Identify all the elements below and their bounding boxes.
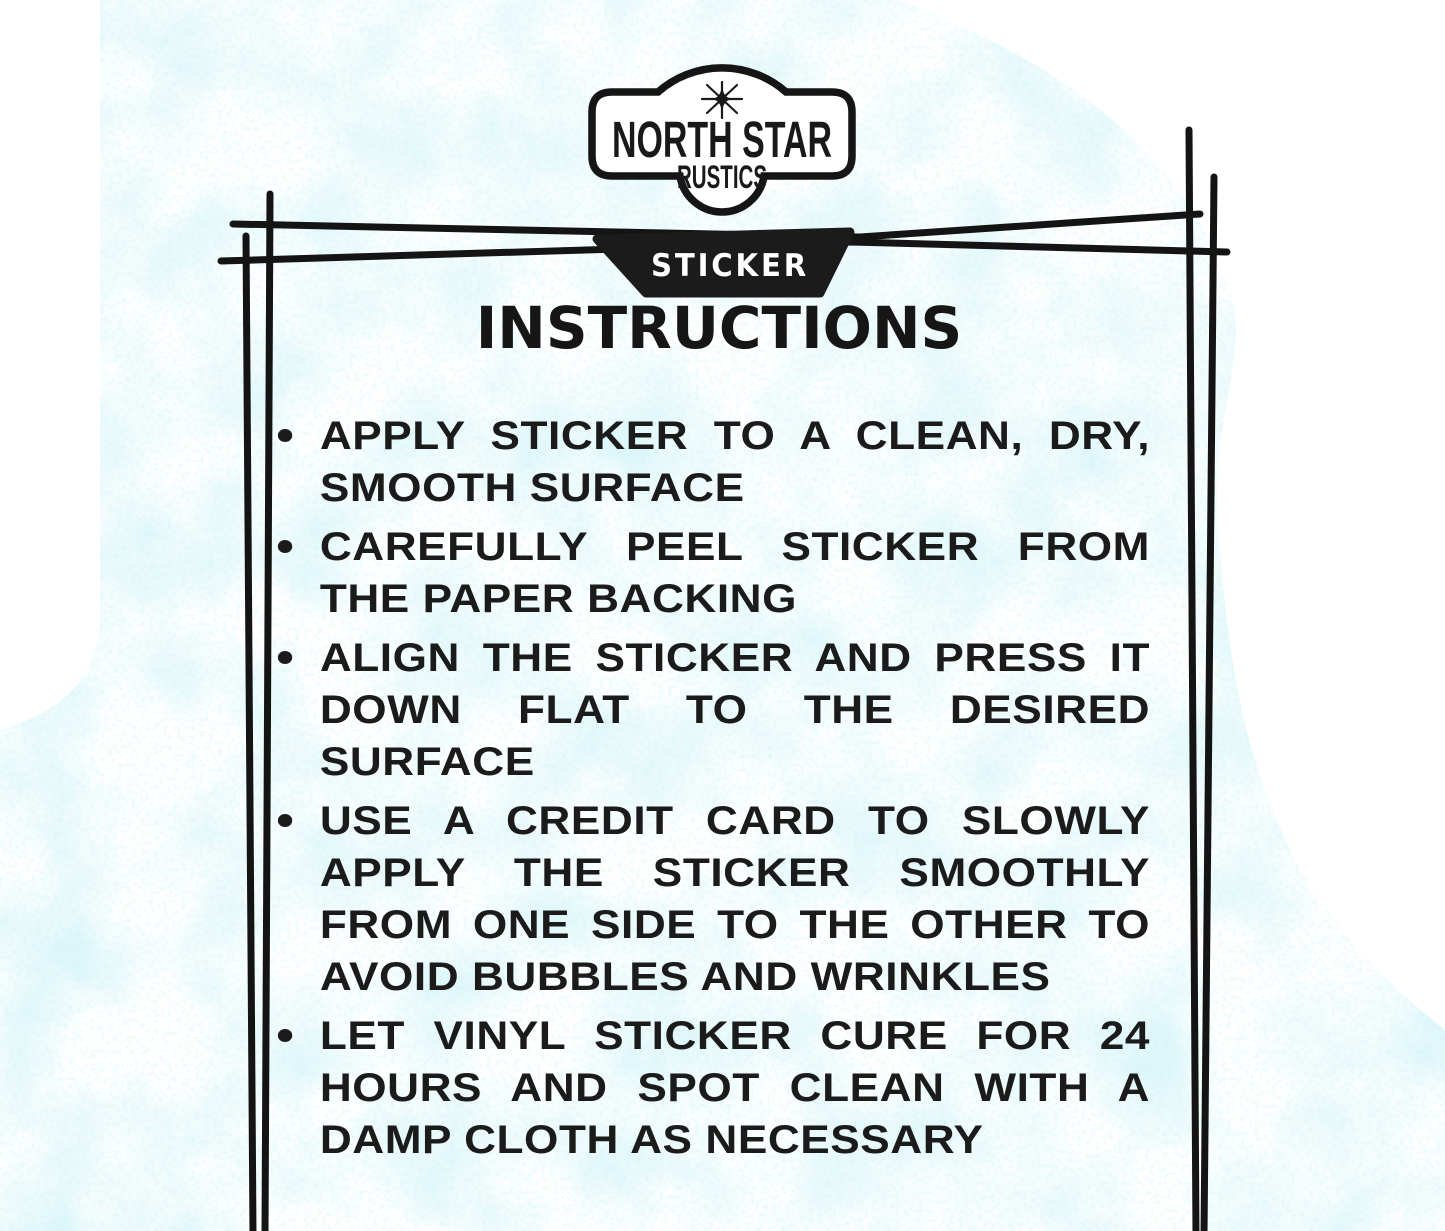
list-item xyxy=(258,1010,1150,1166)
list-item xyxy=(258,795,1150,1003)
bullet-dot-icon xyxy=(278,814,292,827)
bullet-dot-icon xyxy=(278,1029,292,1042)
list-item-text: CAREFULLY PEEL STICKER FROM THE PAPER BACKING xyxy=(319,525,1151,621)
bullet-dot-icon xyxy=(278,540,292,553)
list-item xyxy=(258,632,1150,788)
logo-brand-top: NORTH STAR xyxy=(612,111,832,168)
page-title: INSTRUCTIONS xyxy=(475,294,963,362)
list-item-text: APPLY STICKER TO A CLEAN, DRY, SMOOTH SURFACE xyxy=(319,414,1151,510)
ribbon-label: STICKER xyxy=(651,248,809,284)
logo-brand-bottom: RUSTICS xyxy=(677,159,767,195)
bullet-dot-icon xyxy=(278,651,292,664)
sticker-ribbon xyxy=(597,232,850,293)
list-item-text: ALIGN THE STICKER AND PRESS IT DOWN FLAT TO THE DESIRED SURFACE xyxy=(319,636,1151,784)
list-item-text: USE A CREDIT CARD TO SLOWLY APPLY THE STICKER SMOOTHLY FROM ONE SIDE TO THE OTHER TO AVOID BUBBLES AND WRINKLES xyxy=(319,799,1151,999)
list-item-text: LET VINYL STICKER CURE FOR 24 HOURS AND SPOT CLEAN WITH A DAMP CLOTH AS NECESSARY xyxy=(319,1014,1151,1162)
list-item xyxy=(258,410,1150,514)
list-item xyxy=(258,521,1150,625)
instructions-list xyxy=(258,410,1150,1166)
bullet-dot-icon xyxy=(278,429,292,442)
